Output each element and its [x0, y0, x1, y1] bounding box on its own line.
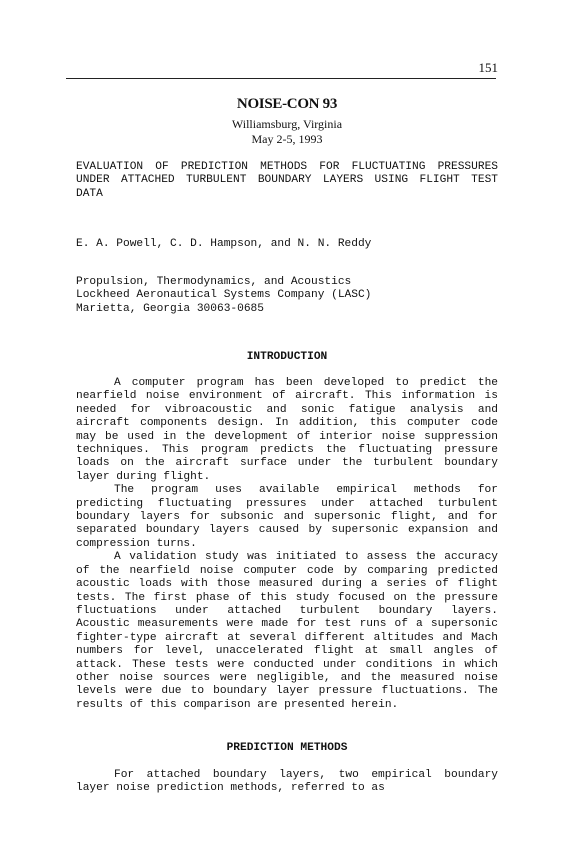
paper-authors: E. A. Powell, C. D. Hampson, and N. N. Reddy [76, 238, 372, 250]
introduction-body [76, 377, 498, 712]
intro-paragraph-1: A computer program has been developed to predict the nearfield noise environment of aircraft. This information is needed for vibroacoustic and sonic fatigue analysis and aircraft components design. In addition, this computer code may be used in the development of interior noise suppression techniques. This program predicts the fluctuating pressure loads on the aircraft surface under the turbulent boundary layer during flight. [76, 377, 498, 483]
conference-dates: May 2-5, 1993 [251, 132, 323, 146]
intro-paragraph-2: The program uses available empirical methods for predicting fluctuating pressures under attached turbulent boundary layers for subsonic and supersonic flight, and for separated boundary layers caused by supersonic expansion and compression turns. [76, 484, 498, 550]
prediction-methods-heading: PREDICTION METHODS [226, 742, 348, 754]
prediction-methods-body [76, 769, 498, 796]
conference-location: Williamsburg, Virginia [231, 117, 343, 131]
intro-paragraph-3: A validation study was initiated to assess the accuracy of the nearfield noise computer code by comparing predicted acoustic loads with those measured during a series of flight tests. The first phase of this study focused on the pressure fluctuations under attached turbulent boundary layers. Acoustic measurements were made for test runs of a supersonic fighter-type aircraft at several different altitudes and Mach numbers for level, unaccelerated flight at small angles of attack. These tests were conducted under conditions in which other noise sources were negligible, and the measured noise levels were due to boundary layer pressure fluctuations. The results of this comparison are presented herein. [76, 551, 498, 711]
header-rule [66, 78, 496, 79]
page-number: 151 [478, 60, 498, 75]
methods-paragraph-1: For attached boundary layers, two empirical boundary layer noise prediction methods, referred to as [76, 769, 498, 795]
paper-title: EVALUATION OF PREDICTION METHODS FOR FLUCTUATING PRESSURES UNDER ATTACHED TURBULENT BOUNDARY LAYERS USING FLIGHT TEST DATA [76, 161, 498, 200]
affiliation-department: Propulsion, Thermodynamics, and Acoustics [76, 276, 352, 288]
introduction-heading: INTRODUCTION [246, 351, 328, 363]
author-affiliation [76, 276, 498, 316]
affiliation-address: Marietta, Georgia 30063-0685 [76, 302, 264, 315]
affiliation-company: Lockheed Aeronautical Systems Company (LASC) [76, 289, 372, 302]
conference-name: NOISE-CON 93 [236, 96, 338, 112]
